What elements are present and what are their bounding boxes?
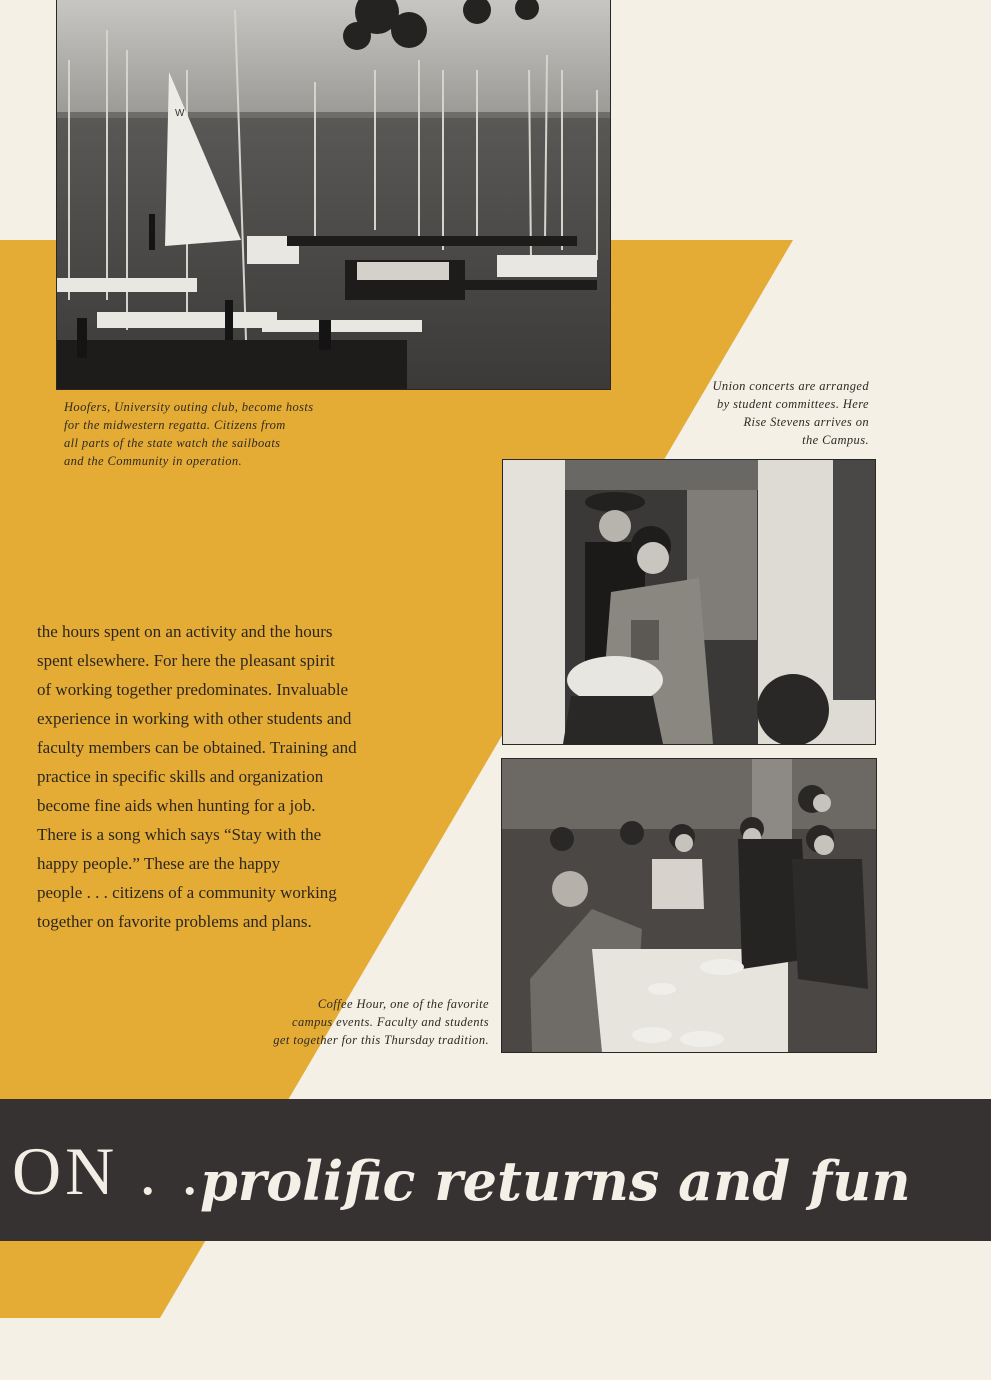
body-line: faculty members can be obtained. Training and [37,738,357,757]
coffee-photo [502,759,876,1052]
caption-line: Union concerts are arranged [712,379,869,393]
body-paragraph [37,617,437,936]
body-line: There is a song which says “Stay with the [37,825,322,844]
body-line: the hours spent on an activity and the hours [37,622,333,641]
caption-line: for the midwestern regatta. Citizens from [64,418,286,432]
coffee-hour-icon [502,759,876,1052]
concert-caption [660,377,869,449]
caption-line: Hoofers, University outing club, become hosts [64,400,314,414]
regatta-photo [57,0,610,389]
caption-line: and the Community in operation. [64,454,243,468]
banner-prefix: ON . . . [12,1133,245,1209]
body-line: practice in specific skills and organization [37,767,324,786]
regatta-caption [64,398,364,470]
concert-arrival-icon [503,460,875,744]
body-line: together on favorite problems and plans. [37,912,312,931]
body-line: experience in working with other students and [37,709,352,728]
sailboats-icon [57,0,610,389]
caption-line: Coffee Hour, one of the favorite [317,997,489,1011]
caption-line: all parts of the state watch the sailboats [64,436,281,450]
caption-line: by student committees. Here [717,397,869,411]
caption-line: get together for this Thursday tradition. [273,1033,489,1047]
banner-script-title: prolific returns and fun [200,1149,911,1213]
body-line: spent elsewhere. For here the pleasant spirit [37,651,335,670]
caption-line: the Campus. [802,433,869,447]
body-line: people . . . citizens of a community working [37,883,337,902]
caption-line: Rise Stevens arrives on [743,415,869,429]
coffee-caption [236,995,489,1049]
svg-text:W: W [175,108,185,119]
body-line: happy people.” These are the happy [37,854,281,873]
body-line: become fine aids when hunting for a job. [37,796,316,815]
body-line: of working together predominates. Invaluable [37,680,349,699]
caption-line: campus events. Faculty and students [292,1015,489,1029]
concert-photo [503,460,875,744]
